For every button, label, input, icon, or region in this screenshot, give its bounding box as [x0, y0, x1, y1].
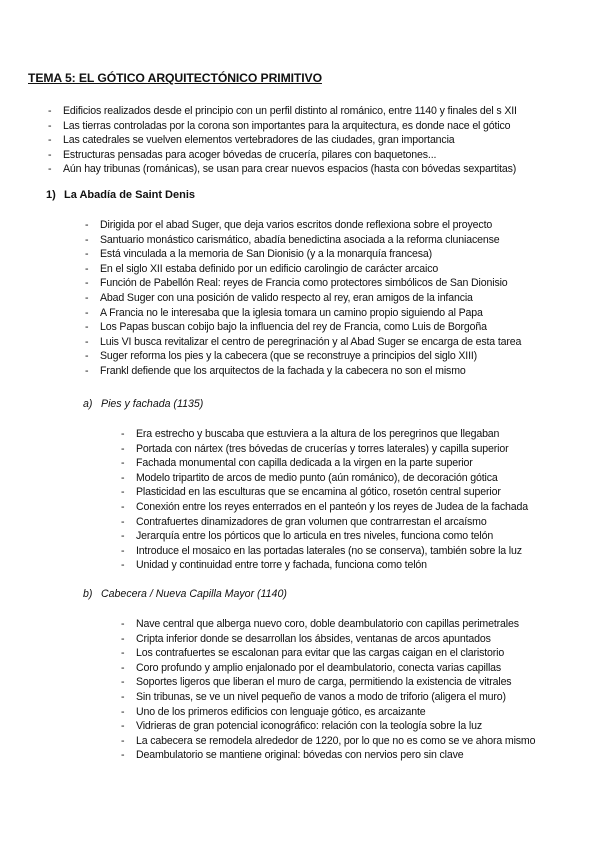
bullet-dash: - — [85, 335, 89, 348]
bullet-dash: - — [48, 105, 52, 117]
bullet-dash: - — [85, 291, 89, 304]
bullet-dash: - — [48, 119, 52, 132]
bullet-dash: - — [48, 134, 52, 147]
section-title: La Abadía de Saint Denis — [64, 189, 196, 201]
bullet-dash: - — [121, 500, 125, 513]
bullet-dash: - — [121, 428, 125, 440]
bullet-dash: - — [121, 559, 125, 572]
bullet-dash: - — [121, 632, 125, 645]
bullet-dash: - — [121, 486, 125, 499]
bullet-dash: - — [121, 690, 125, 703]
bullet-dash: - — [121, 530, 125, 543]
bullet-dash: - — [121, 515, 125, 528]
bullet-dash: - — [121, 647, 125, 660]
bullet-dash: - — [85, 350, 89, 363]
subsection-title: Pies y fachada (1135) — [101, 398, 204, 410]
subsection-number: b) — [83, 588, 93, 600]
bullet-dash: - — [121, 661, 125, 674]
bullet-dash: - — [121, 720, 125, 733]
bullet-dash: - — [85, 277, 89, 290]
bullet-dash: - — [121, 618, 125, 630]
bullet-dash: - — [48, 163, 52, 176]
bullet-dash: - — [121, 471, 125, 484]
bullet-dash: - — [121, 676, 125, 689]
bullet-dash: - — [85, 248, 89, 261]
bullet-dash: - — [85, 219, 89, 231]
section-number: 1) — [46, 189, 56, 201]
bullet-dash: - — [85, 262, 89, 275]
bullet-dash: - — [85, 306, 89, 319]
subsection-number: a) — [83, 398, 93, 410]
document-title: TEMA 5: EL GÓTICO ARQUITECTÓNICO PRIMITIVO — [28, 71, 322, 85]
bullet-dash: - — [121, 749, 125, 762]
bullet-dash: - — [121, 734, 125, 747]
bullet-dash: - — [85, 321, 89, 334]
bullet-dash: - — [85, 233, 89, 246]
document-page: TEMA 5: EL GÓTICO ARQUITECTÓNICO PRIMITIVO - Edificios realizados desde el principio con un perfil distinto al románico, entre 1140 y finales del s XII - Las tierras controladas por la corona son importantes para la arquitectura, es donde nace el gótico - Las catedrales se vuelven elementos vertebradores de las ciudades, gran importancia - Estructuras pensadas para acoger bóvedas de crucería, pilares con baquetones... - Aún hay tribunas (románicas), se usan para crear nuevos espacios (hasta con bóvedas sexpartitas) 1) La Abadía de Saint Denis - Dirigida por el abad Suger, que deja varios escritos donde reflexiona sobre el proyecto - Santuario monástico carismático, abadía benedictina asociada a la reforma cluniacense - Está vinculada a la memoria de San Dionisio (y a la monarquía francesa) - En el siglo XII estaba definido por un edificio carolingio de carácter arcaico - Función de Pabellón Real: reyes de Francia como protectores simbólicos de San Dionisio - Abad Suger con una posición de valido respecto al rey, eran amigos de la infancia - A Francia no le interesaba que la iglesia tomara un camino propio siguiendo al Papa - Los Papas buscan cobijo bajo la influencia del rey de Francia, como Luis de Borgoña - Luis VI busca revitalizar el centro de peregrinación y al Abad Suger se encarga de esta tarea - Suger reforma los pies y la cabecera (que se reconstruye a principios del siglo XIII) - Frankl defiende que los arquitectos de la fachada y la cabecera no son el mismo a) Pies y fachada (1135) - Era estrecho y buscaba que estuviera a la altura de los peregrinos que llegaban - Portada con nártex (tres bóvedas de crucerías y torres laterales) y capilla superior - Fachada monumental con capilla dedicada a la virgen en la parte superior - Modelo tripartito de arcos de medio punto (aún románico), de decoración gótica - Plasticidad en las esculturas que se encamina al gótico, rosetón central superior - Conexión entre los reyes enterrados en el panteón y los reyes de Judea de la fachada - Contrafuertes dinamizadores de gran volumen que contrarrestan el arcaísmo - Jerarquía entre los pórticos que lo articula en tres niveles, funciona como telón - Introduce el mosaico en las portadas laterales (no se conserva), también sobre la luz - Unidad y continuidad entre torre y fachada, funciona como telón b) Cabecera / Nueva Capilla Mayor (1140) - Nave central que alberga nuevo coro, doble deambulatorio con capillas perimetrales - Cripta inferior donde se desarrollan los ábsides, ventanas de arcos apuntados - Los contrafuertes se escalonan para evitar que las cargas caigan en el claristorio - Coro profundo y amplio enjalonado por el deambulatorio, conecta varias capillas - Soportes ligeros que liberan el muro de carga, permitiendo la existencia de vitrales - Sin tribunas, se ve un nivel pequeño de vanos a modo de triforio (aligera el muro) - Uno de los primeros edificios con lenguaje gótico, es arcaizante - Vidrieras de gran potencial iconográfico: relación con la teología sobre la luz - La cabecera se remodela alrededor de 1220, por lo que no es como se ve ahora mismo - Deambulatorio se mantiene original: bóvedas con nervios pero sin clave — [28, 71, 536, 762]
bullet-dash: - — [121, 544, 125, 557]
bullet-dash: - — [121, 457, 125, 470]
bullet-dash: - — [48, 148, 52, 161]
bullet-dash: - — [85, 364, 89, 377]
bullet-dash: - — [121, 442, 125, 455]
subsection-title: Cabecera / Nueva Capilla Mayor (1140) — [101, 588, 287, 600]
bullet-dash: - — [121, 705, 125, 718]
